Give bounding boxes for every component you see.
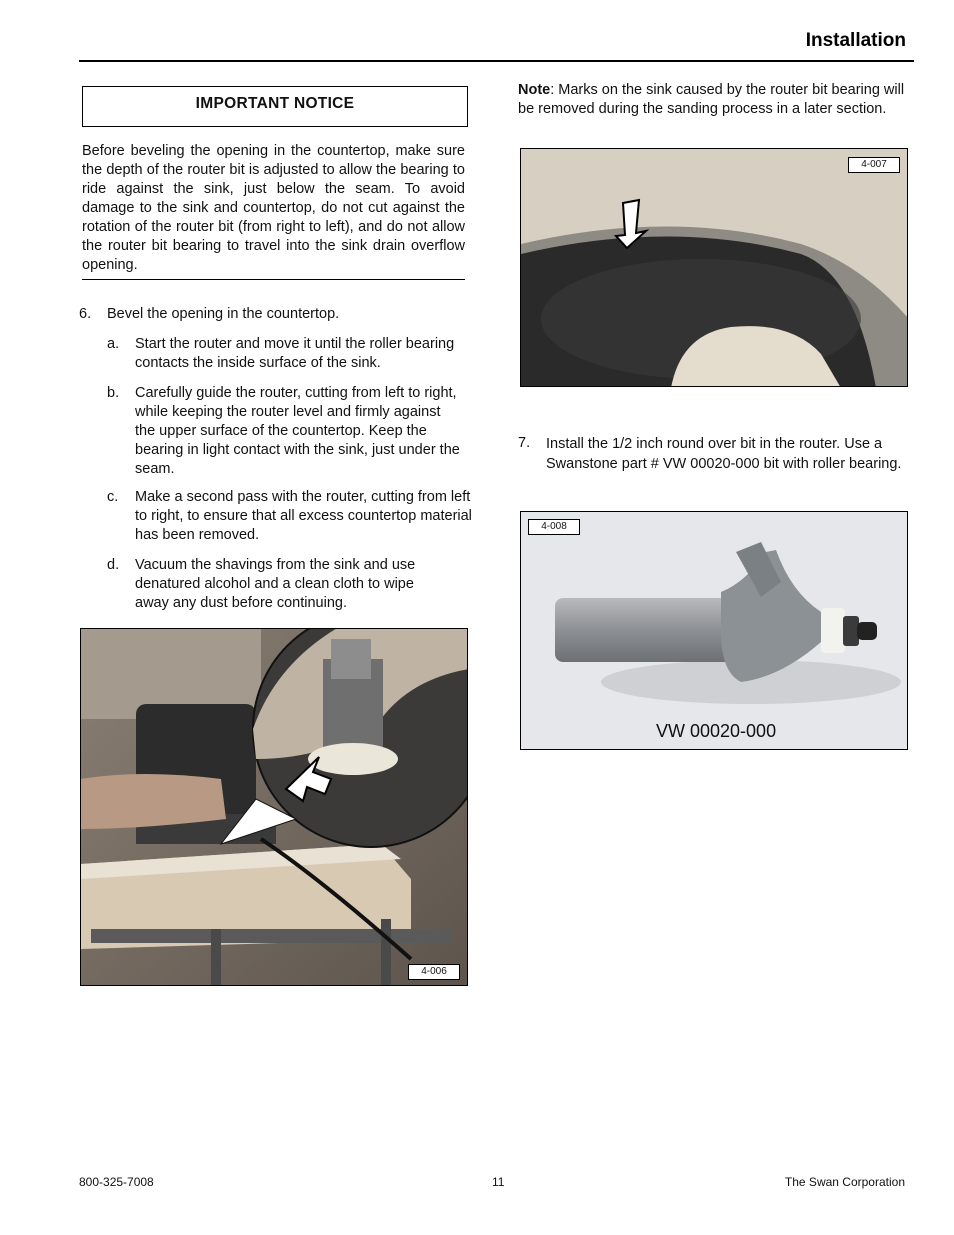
note-text: : Marks on the sink caused by the router bit bearing will be removed during the sanding process in a later section. [518, 82, 905, 117]
step-7-number: 7. [518, 435, 531, 451]
header-divider [79, 60, 914, 62]
step-6 [79, 305, 479, 325]
router-bit-part-label: VW 00020-000 [656, 721, 777, 741]
figure-tag-4-006: 4-006 [408, 964, 460, 980]
notice-heading: IMPORTANT NOTICE [195, 94, 355, 112]
substep-a-text: Start the router and move it until the roller bearing contacts the inside surface of the sink. [135, 336, 455, 371]
substep-d-letter: d. [107, 557, 120, 573]
step-7 [518, 434, 913, 494]
router-beveling-illustration [81, 629, 468, 986]
router-bit-photo [520, 511, 908, 750]
substep-c-text: Make a second pass with the router, cutting from left to right, to ensure that all excess countertop material has been removed. [135, 489, 472, 543]
step-6-text: Bevel the opening in the countertop. [107, 306, 340, 322]
sink-marks-illustration [521, 149, 908, 387]
substep-b-letter: b. [107, 385, 120, 401]
substep-a-letter: a. [107, 336, 120, 352]
sink-marks-photo [520, 148, 908, 387]
page-title: Installation [805, 30, 906, 51]
figure-tag-4-007: 4-007 [848, 157, 900, 173]
footer-company: The Swan Corporation [784, 1175, 905, 1189]
substep-b-text: Carefully guide the router, cutting from left to right, while keeping the router level and firmly against the upper surface of the countertop. Keep the bearing in light contact with the sink, just under the seam. [135, 385, 460, 477]
step-6-number: 6. [79, 306, 92, 322]
notice-body: Before beveling the opening in the countertop, make sure the depth of the router bit is adjusted to allow the bearing to ride against the sink, just below the seam. To avoid damage to the sink and countertop, do not cut against the rotation of the router bit (from right to left), and do not allow the router bit bearing to travel into the sink drain overflow opening. [82, 143, 465, 273]
notice-divider [82, 279, 465, 280]
substep-c-letter: c. [107, 489, 119, 505]
substep-d-text: Vacuum the shavings from the sink and use denatured alcohol and a clean cloth to wipe away any dust before continuing. [135, 557, 416, 611]
note-paragraph [518, 81, 913, 119]
note-label: Note [518, 82, 551, 98]
footer-phone: 800-325-7008 [79, 1175, 154, 1189]
router-bit-illustration [521, 512, 908, 750]
step-7-text: Install the 1/2 inch round over bit in the router. Use a Swanstone part # VW 00020-000 bit with roller bearing. [546, 436, 902, 472]
important-notice-box [82, 86, 468, 127]
router-beveling-photo [80, 628, 468, 986]
figure-tag-4-008: 4-008 [528, 519, 580, 535]
footer-page-number: 11 [492, 1175, 505, 1189]
